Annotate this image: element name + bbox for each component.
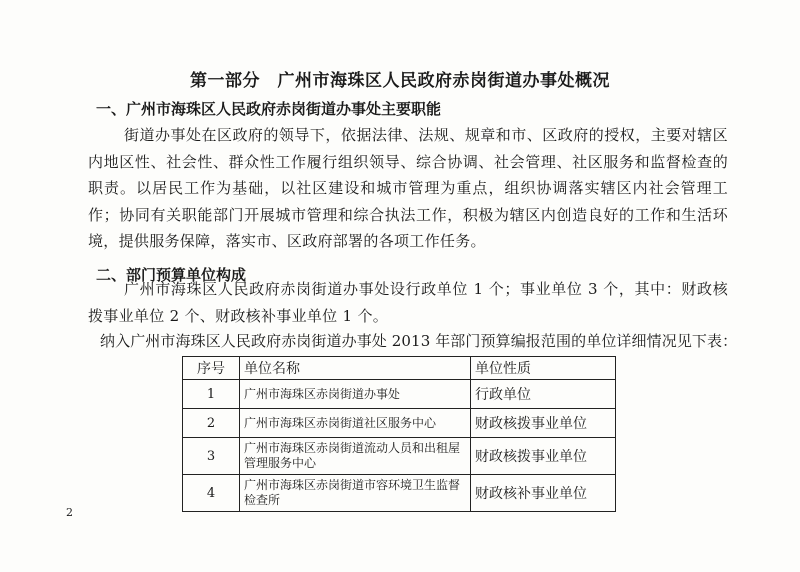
section-1-heading: 一、广州市海珠区人民政府赤岗街道办事处主要职能 [96,100,442,118]
row-name: 广州市海珠区赤岗街道办事处 [240,380,471,409]
row-no: 1 [183,380,240,409]
row-name: 广州市海珠区赤岗街道流动人员和出租屋管理服务中心 [240,438,471,475]
header-type: 单位性质 [471,357,616,380]
page-title: 第一部分 广州市海珠区人民政府赤岗街道办事处概况 [190,71,610,91]
section-2-heading: 二、部门预算单位构成 [96,266,247,284]
table-row [183,438,616,475]
table-header-row [183,357,616,380]
header-name: 单位名称 [240,357,471,380]
row-type: 行政单位 [471,380,616,409]
row-type: 财政核拨事业单位 [471,438,616,475]
table-row [183,380,616,409]
row-no: 2 [183,409,240,438]
section-1-paragraph: 街道办事处在区政府的领导下，依据法律、法规、规章和市、区政府的授权，主要对辖区内地区性、社会性、群众性工作履行组织领导、综合协调、社会管理、社区服务和监督检查的职责。以居民工作为基础，以社区建设和城市管理为重点，组织协调落实辖区内社会管理工作；协同有关职能部门开展城市管理和综合执法工作，积极为辖区内创造良好的工作和生活环境，提供服务保障，落实市、区政府部署的各项工作任务。 [88,126,728,250]
row-name: 广州市海珠区赤岗街道社区服务中心 [240,409,471,438]
page-number: 2 [66,506,73,519]
row-type: 财政核补事业单位 [471,475,616,512]
units-table [182,356,616,512]
header-no: 序号 [183,357,240,380]
table-row [183,409,616,438]
table-intro: 纳入广州市海珠区人民政府赤岗街道办事处 2013 年部门预算编报范围的单位详细情况见下表： [100,332,738,350]
section-2-paragraph: 广州市海珠区人民政府赤岗街道办事处设行政单位 1 个；事业单位 3 个，其中：财政核拨事业单位 2 个、财政核补事业单位 1 个。 [88,280,728,325]
row-no: 3 [183,438,240,475]
table-row [183,475,616,512]
row-type: 财政核拨事业单位 [471,409,616,438]
row-name: 广州市海珠区赤岗街道市容环境卫生监督检查所 [240,475,471,512]
row-no: 4 [183,475,240,512]
